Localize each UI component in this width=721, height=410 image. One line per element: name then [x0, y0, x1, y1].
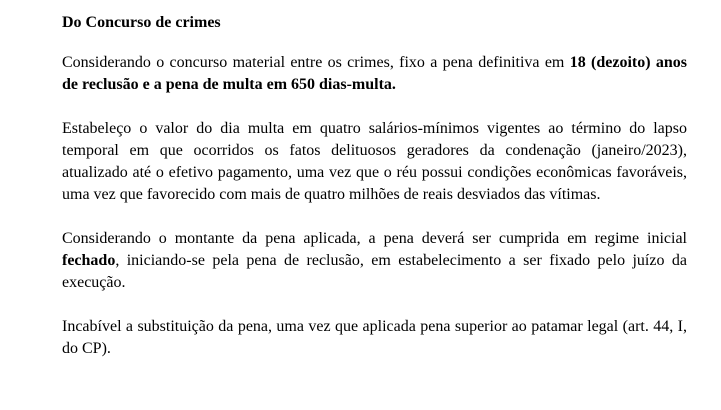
paragraph-regime-bold: fechado	[62, 252, 116, 269]
paragraph-penalty-text: Considerando o concurso material entre os crimes, fixo a pena definitiva em	[62, 54, 570, 71]
paragraph-regime	[62, 228, 687, 294]
paragraph-substitution: Incabível a substituição da pena, uma vez que aplicada pena superior ao patamar legal (art. 44, I, do CP).	[62, 318, 687, 357]
section-heading: Do Concurso de crimes	[62, 14, 221, 31]
paragraph-penalty-bold: 18 (dezoito) anos de reclusão e a pena de multa em 650 dias-multa.	[62, 54, 688, 93]
paragraph-penalty	[62, 52, 687, 96]
paragraph-regime-text-b: , iniciando-se pela pena de reclusão, em estabelecimento a ser fixado pelo juízo da execução.	[62, 252, 687, 291]
paragraph-regime-text-a: Considerando o montante da pena aplicada, a pena deverá ser cumprida em regime inicial	[62, 230, 687, 247]
paragraph-fine-value: Estabeleço o valor do dia multa em quatro salários-mínimos vigentes ao término do lapso temporal em que ocorridos os fatos delituosos geradores da condenação (janeiro/2023), atualizado até o efetivo pagamento, uma vez que o réu possui condições econômicas favoráveis, uma vez que favorecido com mais de quatro milhões de reais desviados das vítimas.	[62, 120, 687, 203]
